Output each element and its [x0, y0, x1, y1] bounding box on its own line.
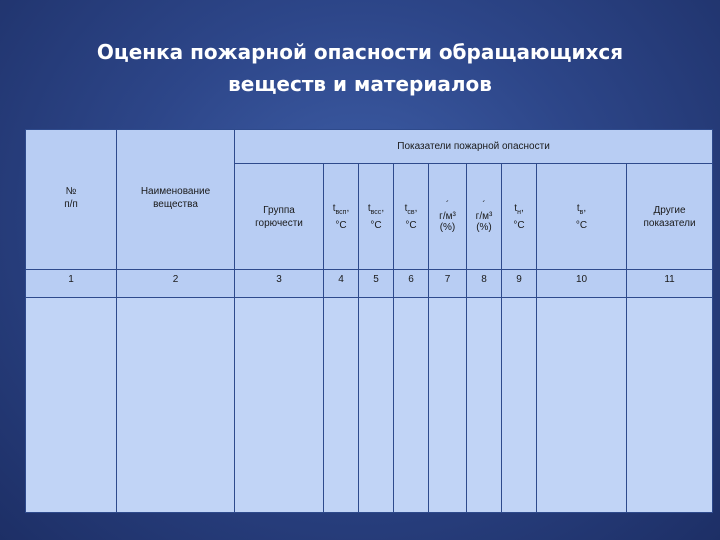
header-lower-concentration: ´ г/м³ (%) — [429, 164, 467, 270]
header-flash-point: $t_{всп}$, °С — [324, 164, 359, 270]
column-number: 8 — [467, 270, 502, 298]
column-number: 6 — [394, 270, 429, 298]
empty-cell — [537, 298, 627, 513]
title-line-1: Оценка пожарной опасности обращающихся — [96, 40, 624, 64]
empty-cell — [117, 298, 235, 513]
header-flammability-group: Группа горючести — [235, 164, 324, 270]
slide-title — [0, 36, 720, 100]
column-number-row — [26, 270, 713, 298]
empty-cell — [429, 298, 467, 513]
column-number: 10 — [537, 270, 627, 298]
empty-cell — [235, 298, 324, 513]
title-line-2: веществ и материалов — [228, 72, 492, 96]
empty-cell — [502, 298, 537, 513]
column-number: 2 — [117, 270, 235, 298]
header-autoignition-point: $t_{св}$, °С — [394, 164, 429, 270]
header-substance-name: Наименование вещества — [117, 130, 235, 270]
column-number: 3 — [235, 270, 324, 298]
empty-cell — [324, 298, 359, 513]
column-number: 5 — [359, 270, 394, 298]
empty-body-row — [26, 298, 713, 513]
header-upper-concentration: ´ г/м³ (%) — [467, 164, 502, 270]
empty-cell — [394, 298, 429, 513]
header-ignition-point: $t_{всс}$, °С — [359, 164, 394, 270]
empty-cell — [26, 298, 117, 513]
header-fire-hazard-indicators: Показатели пожарной опасности — [235, 130, 713, 164]
fire-hazard-table — [25, 129, 713, 513]
header-number: № п/п — [26, 130, 117, 270]
empty-cell — [627, 298, 713, 513]
column-number: 9 — [502, 270, 537, 298]
empty-cell — [467, 298, 502, 513]
header-other-indicators: Другие показатели — [627, 164, 713, 270]
column-number: 1 — [26, 270, 117, 298]
header-upper-temp-limit: $t_в$, °С — [537, 164, 627, 270]
column-number: 7 — [429, 270, 467, 298]
column-number: 4 — [324, 270, 359, 298]
empty-cell — [359, 298, 394, 513]
column-number: 11 — [627, 270, 713, 298]
header-lower-temp-limit: $t_н$, °С — [502, 164, 537, 270]
